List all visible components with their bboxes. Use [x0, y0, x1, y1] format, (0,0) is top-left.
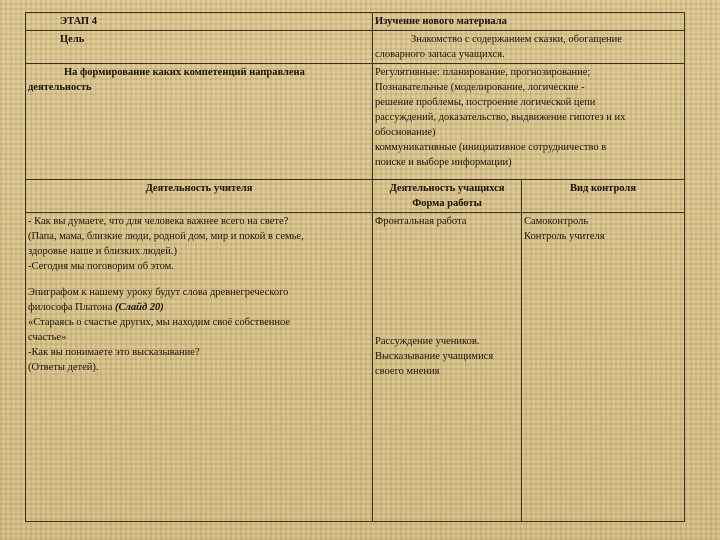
student-form-frontal: Фронтальная работа	[375, 216, 467, 227]
students-header	[373, 180, 522, 213]
control-line: Контроль учителя	[524, 231, 605, 242]
stage-row	[26, 13, 685, 31]
competencies-line: рассуждений, доказательство, выдвижение гипотез и их	[375, 112, 626, 123]
header-row	[26, 180, 685, 213]
students-header-line-1: Деятельность учащихся	[389, 183, 505, 194]
teacher-line: (Ответы детей).	[28, 362, 99, 373]
student-activity-cell	[373, 213, 522, 522]
teacher-header: Деятельность учителя	[26, 180, 373, 213]
slide-reference: (Слайд 20)	[115, 302, 164, 313]
student-line: Рассуждение учеников.	[375, 336, 480, 347]
goal-line-1: Знакомство с содержанием сказки, обогащение	[411, 34, 622, 45]
teacher-line: счастье»	[28, 332, 67, 343]
competencies-line: коммуникативные (инициативное сотрудничество в	[375, 142, 607, 153]
goal-label: Цель	[26, 31, 373, 64]
competencies-line: решение проблемы, построение логической цепи	[375, 97, 596, 108]
teacher-activity-cell	[26, 213, 373, 522]
competencies-line: Познавательные (моделирование, логические -	[375, 82, 585, 93]
epigraph-text: философа Платона	[28, 302, 115, 313]
activity-row	[26, 213, 685, 522]
competencies-label	[26, 64, 373, 180]
goal-row	[26, 31, 685, 64]
competencies-label-line-1: На формирование каких компетенций направлена	[64, 67, 305, 78]
teacher-line: здоровье наше и близких людей.)	[28, 246, 177, 257]
competencies-line: Регулятивные: планирование, прогнозирование;	[375, 67, 591, 78]
competencies-line: поиске и выборе информации)	[375, 157, 512, 168]
competencies-label-line-2: деятельность	[28, 82, 92, 93]
epigraph-line-2	[28, 300, 370, 315]
teacher-line: - Как вы думаете, что для человека важнее всего на свете?	[28, 216, 289, 227]
lesson-plan-table	[25, 12, 685, 522]
teacher-line: -Как вы понимаете это высказывание?	[28, 347, 200, 358]
control-header: Вид контроля	[522, 180, 685, 213]
competencies-value	[373, 64, 685, 180]
control-line: Самоконтроль	[524, 216, 589, 227]
goal-line-2: словарного запаса учащихся.	[375, 49, 505, 60]
stage-value: Изучение нового материала	[373, 13, 685, 31]
epigraph-line-1: Эпиграфом к нашему уроку будут слова древнегреческого	[28, 287, 289, 298]
teacher-line: (Папа, мама, близкие люди, родной дом, мир и покой в семье,	[28, 231, 304, 242]
goal-value	[373, 31, 685, 64]
stage-label: ЭТАП 4	[26, 13, 373, 31]
control-cell	[522, 213, 685, 522]
teacher-line: -Сегодня мы поговорим об этом.	[28, 261, 174, 272]
student-line: своего мнения	[375, 366, 440, 377]
students-header-line-2: Форма работы	[412, 198, 482, 209]
student-line: Высказывание учащимися	[375, 351, 494, 362]
competencies-line: обоснование)	[375, 127, 436, 138]
teacher-line: «Стараясь о счастье других, мы находим своё собственное	[28, 317, 291, 328]
competencies-row	[26, 64, 685, 180]
